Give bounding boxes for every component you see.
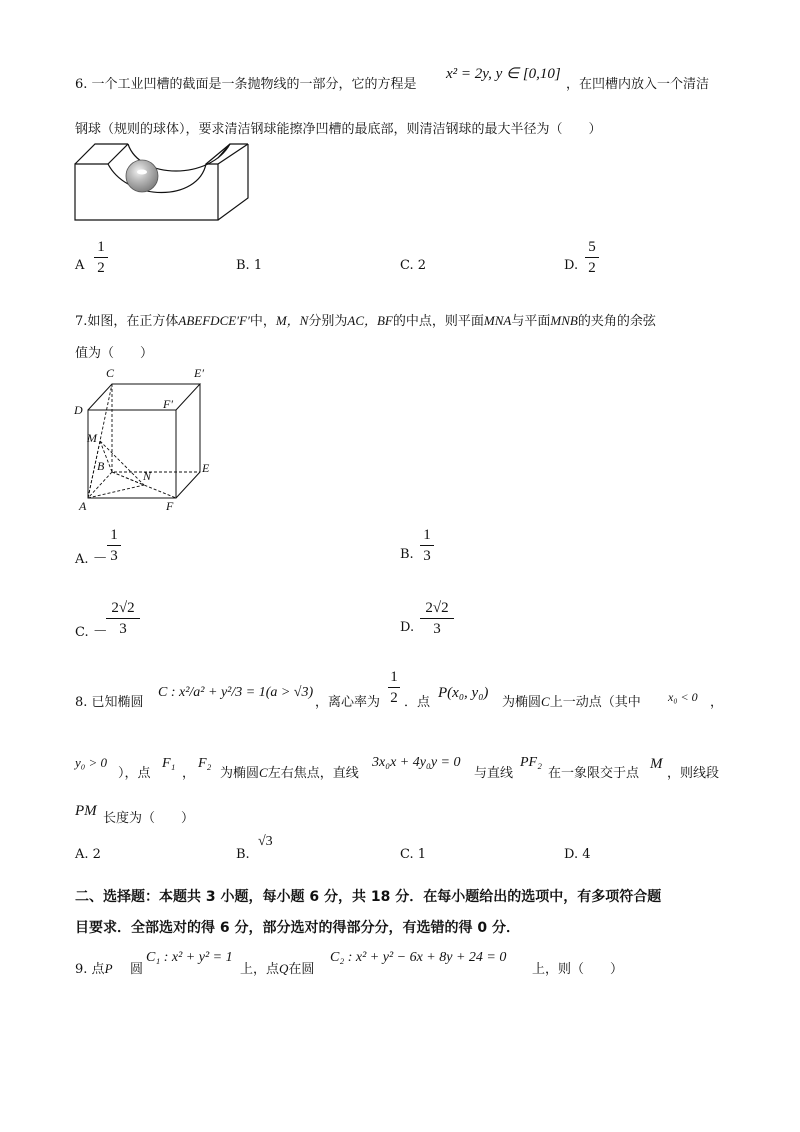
cube-label-f: F [166, 499, 174, 513]
q7-option-a: A. － [75, 549, 108, 567]
cube-label-c: C [106, 366, 115, 380]
cube-label-e-prime: E′ [194, 366, 204, 380]
q8-t8: ， [182, 766, 196, 781]
q9-t5: 上，则（ ） [532, 962, 624, 977]
q7-option-a-frac: 1 3 [107, 526, 121, 565]
q7-line2: 值为（ ） [75, 346, 154, 361]
q9-c2: C₂ : x² + y² − 6x + 8y + 24 = 0 [330, 950, 507, 965]
q8-t7: ），点 [118, 766, 151, 781]
q8-number: 8. 已知椭圆 [75, 695, 144, 710]
q8-option-d: D. 4 [564, 847, 591, 862]
section2-heading-line2: 目要求．全部选对的得 6 分，部分选对的得部分分，有选错的得 0 分． [75, 920, 520, 936]
q7-line1: 7.如图，在正方体ABEFDCE′F′中，M，N分别为AC，BF的中点，则平面MNA与平面MNB的夹角的余弦 [75, 313, 656, 329]
q8-t14: 长度为（ ） [103, 811, 195, 826]
cube-label-e: E [202, 461, 210, 475]
q9-c1: C₁ : x² + y² = 1 [146, 950, 233, 965]
q6-option-c: C. 2 [400, 258, 427, 273]
cube-label-d: D [74, 403, 83, 417]
q8-f1: F₁ [162, 756, 176, 771]
q8-t6: ， [710, 695, 724, 710]
q8-t4-t5: 为椭圆C上一动点（其中 [502, 694, 641, 710]
q6-number: 6. [75, 77, 88, 92]
q8-pm: PM [75, 803, 97, 819]
ball [126, 160, 158, 192]
cube-label-f-prime: F′ [163, 397, 173, 411]
q7-option-d: D. [400, 620, 415, 635]
q8-cond1: x₀ < 0 [668, 690, 698, 704]
q6-line1 [75, 73, 417, 92]
q8-option-c: C. 1 [400, 847, 427, 862]
q7-option-b-frac: 1 3 [420, 526, 434, 565]
q6-option-d-letter: D. [564, 258, 579, 273]
q6-option-a-letter: A [75, 258, 85, 273]
q8-f2: F₂ [198, 756, 212, 771]
q8-t13: ，则线段 [667, 766, 720, 781]
q6-groove-figure [70, 140, 255, 225]
q9-start: 9. 点P [75, 961, 113, 977]
q7-option-d-frac: 2√2 3 [420, 599, 454, 638]
cube-label-m: M [87, 431, 97, 445]
q8-t11: 与直线 [474, 766, 514, 781]
q8-option-b-letter: B. [236, 847, 250, 862]
q8-ellipse-eq: C : x²/a² + y²/3 = 1(a > √3) [158, 685, 314, 700]
q7-cube-figure [78, 372, 208, 512]
q8-m: M [650, 756, 663, 772]
q8-t3: ．点 [404, 695, 431, 710]
q6-text-a: 一个工业凹槽的截面是一条抛物线的一部分，它的方程是 [91, 77, 417, 92]
cube-label-b: B [97, 459, 105, 473]
q8-point: P(x₀, y₀) [438, 685, 489, 701]
q8-t12: 在一象限交于点 [548, 766, 640, 781]
q8-option-a: A. 2 [75, 847, 101, 862]
cube-label-n: N [143, 469, 152, 483]
q6-equation: x² = 2y, y ∈ [0,10] [446, 66, 561, 82]
q8-t9-t10: 为椭圆C左右焦点，直线 [220, 765, 359, 781]
q6-option-a-frac: 1 2 [94, 238, 108, 277]
q6-option-b: B. 1 [236, 258, 263, 273]
section2-heading-line1: 二、选择题：本题共 3 小题，每小题 6 分，共 18 分．在每小题给出的选项中，有多项符合题 [75, 889, 662, 905]
q8-t2: ，离心率为 [315, 695, 381, 710]
q8-cond2: y₀ > 0 [75, 755, 108, 770]
q6-option-d-frac: 5 2 [585, 238, 599, 277]
q8-eccentricity: 1 2 [388, 668, 400, 707]
q6-line2: 钢球（规则的球体），要求清洁钢球能擦净凹槽的最底部，则清洁钢球的最大半径为（ ） [75, 122, 602, 137]
q9-t2: 圆 [130, 962, 144, 977]
q9-t3: 上，点Q在圆 [240, 961, 315, 977]
cube-label-a: A [79, 499, 87, 513]
q7-option-c: C. － [75, 622, 108, 640]
q8-pf2: PF₂ [520, 755, 542, 770]
q8-line-eq: 3x₀x + 4y₀y = 0 [372, 755, 461, 770]
q6-text-b: ，在凹槽内放入一个清洁 [566, 77, 710, 92]
q7-option-c-frac: 2√2 3 [106, 599, 140, 638]
q7-option-b: B. [400, 547, 414, 562]
q8-option-b-value: √3 [258, 834, 273, 849]
